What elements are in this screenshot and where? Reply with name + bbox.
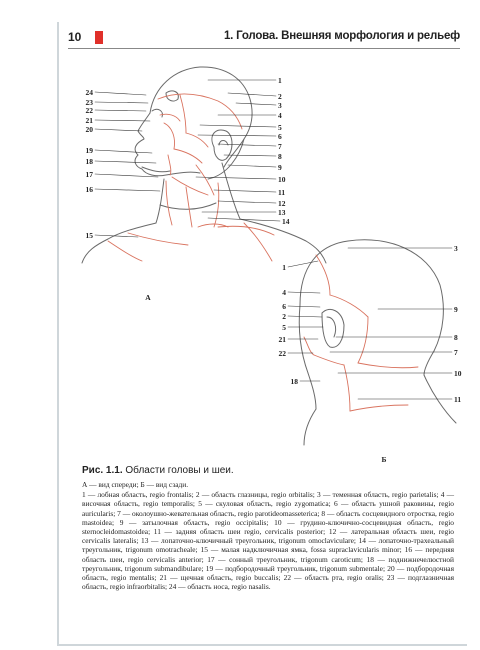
caption-legend: 1 — лобная область, regio frontalis; 2 — область глазницы, regio orbitalis; 3 — теменная область, regio parietalis; 4 — височная область, regio temporalis; 5 — скуловая область, regio zygomatica; 6 — область ушной раковины, regio auricularis; 7 — околоушно-жевательная область, regio parotideomasseterica; 8 — область сосцевидного отростка, regio mastoidea; 9 — затылочная область, regio occipitalis; 10 — грудино-ключично-сосцевидная область, regio sternocleidomastoidea; 11 — задняя область шеи regio, cervicalis posterior; 12 — латеральная область шеи, regio cervicalis lateralis; 13 — лопаточно-ключичный треугольник, trigonum omoclaviculare; 14 — лопаточно-трахеальный треугольник, trigonum omotracheale; 15 — малая надключичная ямка, fossa supraclavicularis minor; 16 — передняя область шеи, regio cervicalis anterior; 17 — сонный треугольник, trigonum caroticum; 18 — поднижнечелюстной треугольник, trigonum submandibulare; 19 — подбородочный треугольник, trigonum submentale; 20 — подбородочная область, regio mentalis; 21 — щечная область, regio buccalis; 22 — область рта, regio oralis; 23 — подглазничная область, regio infraorbitalis; 24 — область носа, regio nasalis. — [82, 490, 454, 592]
label-a-16: 16 — [85, 185, 93, 194]
view-a-left-labels — [86, 88, 94, 240]
label-b-7: 7 — [454, 348, 458, 357]
label-b-21: 21 — [278, 335, 286, 344]
view-b-left-labels — [279, 263, 299, 386]
caption-figure-number: Рис. 1.1. — [82, 465, 123, 476]
label-b-4: 4 — [282, 288, 286, 297]
label-b-2: 2 — [282, 312, 286, 321]
label-b-8: 8 — [454, 333, 458, 342]
running-title: 1. Голова. Внешняя морфология и рельеф — [223, 30, 460, 42]
view-b-drawing — [288, 240, 456, 445]
label-a-8: 8 — [278, 152, 282, 161]
label-b-6: 6 — [282, 302, 286, 311]
label-a-21: 21 — [85, 116, 93, 125]
caption-views: А — вид спереди; Б — вид сзади. — [82, 480, 189, 489]
view-b-right-labels — [454, 244, 462, 404]
view-a-right-labels — [278, 76, 290, 226]
label-a-14: 14 — [282, 217, 290, 226]
page-number: 10 — [68, 30, 82, 44]
label-a-24: 24 — [85, 88, 93, 97]
label-a-3: 3 — [278, 101, 282, 110]
label-a-18: 18 — [85, 157, 93, 166]
label-b-9: 9 — [454, 305, 458, 314]
view-a-letter: А — [145, 293, 151, 302]
label-a-15: 15 — [85, 231, 93, 240]
label-a-4: 4 — [278, 111, 282, 120]
label-a-17: 17 — [85, 170, 93, 179]
label-b-22: 22 — [278, 349, 286, 358]
label-b-10: 10 — [454, 369, 462, 378]
label-a-9: 9 — [278, 163, 282, 172]
page-header — [68, 30, 460, 46]
figure-caption — [82, 464, 454, 591]
label-b-3: 3 — [454, 244, 458, 253]
page-edge-bottom — [57, 644, 467, 646]
view-a-drawing — [82, 67, 326, 263]
header-marker — [95, 31, 103, 44]
label-b-18: 18 — [290, 377, 298, 386]
caption-title — [82, 464, 454, 477]
label-a-10: 10 — [278, 175, 286, 184]
header-rule — [68, 48, 460, 49]
head-neck-illustration — [68, 55, 460, 465]
label-a-6: 6 — [278, 132, 282, 141]
label-a-5: 5 — [278, 123, 282, 132]
label-a-12: 12 — [278, 199, 286, 208]
label-a-20: 20 — [85, 125, 93, 134]
view-b-letter: Б — [381, 455, 387, 464]
page-edge-left — [57, 22, 59, 644]
label-a-2: 2 — [278, 92, 282, 101]
label-a-22: 22 — [85, 106, 93, 115]
label-a-19: 19 — [85, 146, 93, 155]
figure — [68, 55, 460, 465]
label-a-7: 7 — [278, 142, 282, 151]
label-b-11: 11 — [454, 395, 462, 404]
caption-title-text: Области головы и шеи. — [125, 465, 234, 476]
label-b-5: 5 — [282, 323, 286, 332]
label-a-13: 13 — [278, 208, 286, 217]
label-a-11: 11 — [278, 188, 286, 197]
label-b-1: 1 — [282, 263, 286, 272]
label-a-1: 1 — [278, 76, 282, 85]
label-a-23: 23 — [85, 98, 93, 107]
